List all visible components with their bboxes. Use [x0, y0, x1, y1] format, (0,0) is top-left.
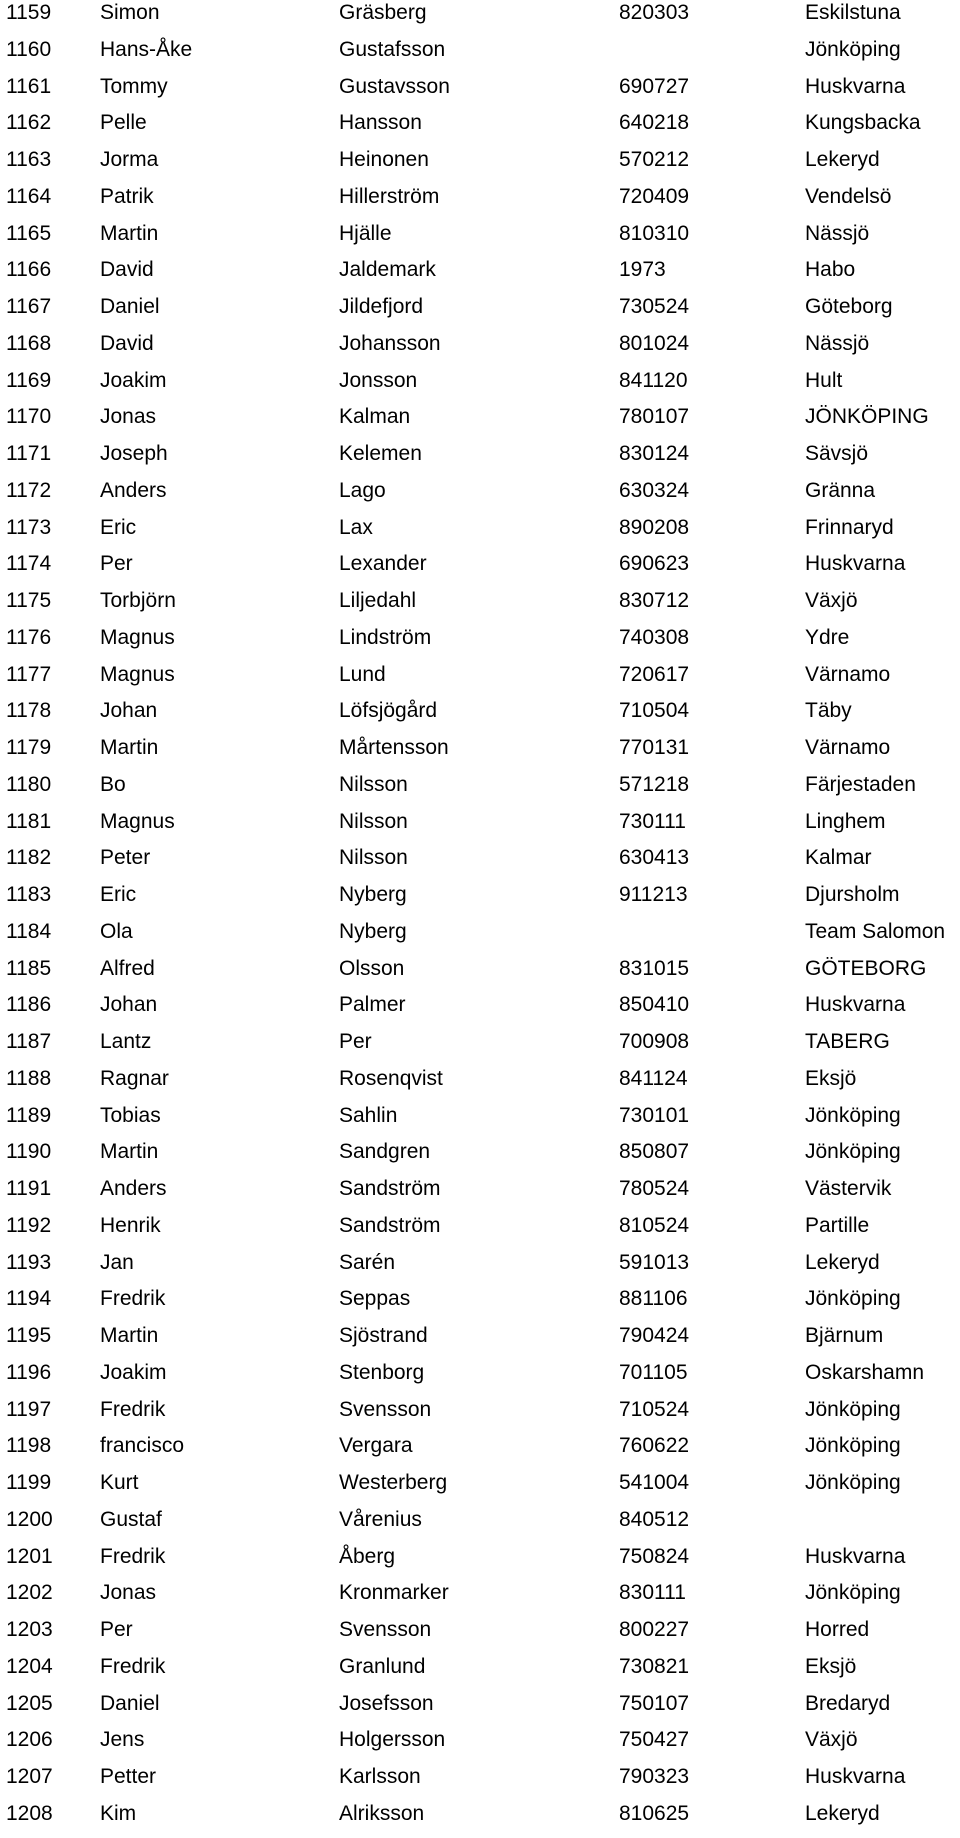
club-city-cell: Ydre — [805, 625, 850, 649]
birth-date-cell: 1973 — [619, 258, 666, 282]
birth-date-cell: 750824 — [619, 1544, 690, 1568]
club-city-cell: Sävsjö — [805, 442, 869, 465]
first-name-cell: Jens — [100, 1728, 145, 1752]
club-city-cell: Färjestaden — [805, 772, 916, 796]
first-name-cell: Petter — [100, 1765, 157, 1788]
last-name-cell: Granlund — [339, 1654, 426, 1678]
club-city-cell: Oskarshamn — [805, 1360, 925, 1384]
table-row — [0, 698, 960, 735]
birth-date-cell: 830712 — [619, 589, 690, 612]
club-city-cell: Nässjö — [805, 221, 870, 245]
club-city-cell: Värnamo — [805, 736, 891, 759]
participant-number-cell: 1177 — [6, 662, 52, 686]
participant-number-cell: 1201 — [6, 1544, 53, 1568]
table-row — [0, 1617, 960, 1654]
club-city-cell: Bjärnum — [805, 1324, 884, 1347]
birth-date-cell: 690727 — [619, 74, 690, 98]
club-city-cell: Lekeryd — [805, 1250, 880, 1274]
first-name-cell: Jan — [100, 1250, 134, 1274]
participant-number-cell: 1196 — [6, 1360, 52, 1384]
birth-date-cell: 570212 — [619, 148, 690, 171]
table-row — [0, 1801, 960, 1838]
first-name-cell: Alfred — [100, 956, 155, 980]
table-row — [0, 1433, 960, 1470]
participant-number-cell: 1204 — [6, 1654, 53, 1678]
participant-number-cell: 1207 — [6, 1765, 53, 1788]
participant-number-cell: 1171 — [6, 442, 52, 465]
participant-number-cell: 1202 — [6, 1581, 53, 1605]
table-row — [0, 1764, 960, 1801]
last-name-cell: Löfsjögård — [339, 699, 438, 723]
table-row — [0, 1286, 960, 1323]
last-name-cell: Gustafsson — [339, 37, 446, 61]
participant-number-cell: 1178 — [6, 699, 52, 723]
table-row — [0, 956, 960, 993]
participant-number-cell: 1184 — [6, 919, 52, 943]
last-name-cell: Lago — [339, 478, 386, 502]
birth-date-cell: 740308 — [619, 625, 690, 649]
table-row — [0, 1213, 960, 1250]
participant-number-cell: 1168 — [6, 331, 52, 355]
participant-number-cell: 1164 — [6, 184, 52, 208]
club-city-cell: Vendelsö — [805, 184, 892, 208]
club-city-cell: Huskvarna — [805, 1544, 906, 1568]
participant-number-cell: 1194 — [6, 1287, 52, 1311]
last-name-cell: Nilsson — [339, 846, 408, 870]
birth-date-cell: 830111 — [619, 1581, 686, 1605]
participant-number-cell: 1170 — [6, 405, 52, 429]
birth-date-cell: 770131 — [619, 736, 690, 759]
last-name-cell: Kronmarker — [339, 1581, 449, 1605]
first-name-cell: Ola — [100, 919, 133, 943]
last-name-cell: Hillerström — [339, 184, 440, 208]
first-name-cell: Johan — [100, 699, 158, 723]
club-city-cell: Habo — [805, 258, 856, 282]
birth-date-cell: 750107 — [619, 1691, 690, 1715]
last-name-cell: Lindström — [339, 625, 432, 649]
table-row — [0, 882, 960, 919]
table-row — [0, 919, 960, 956]
last-name-cell: Nyberg — [339, 919, 407, 943]
first-name-cell: Fredrik — [100, 1287, 166, 1311]
last-name-cell: Holgersson — [339, 1728, 446, 1752]
club-city-cell: JÖNKÖPING — [805, 405, 929, 429]
table-row — [0, 1360, 960, 1397]
table-row — [0, 478, 960, 515]
birth-date-cell: 571218 — [619, 772, 690, 796]
birth-date-cell: 810524 — [619, 1213, 690, 1237]
table-row — [0, 551, 960, 588]
table-row — [0, 1507, 960, 1544]
participant-number-cell: 1200 — [6, 1507, 53, 1531]
first-name-cell: Daniel — [100, 1691, 160, 1715]
birth-date-cell: 640218 — [619, 111, 690, 135]
first-name-cell: Torbjörn — [100, 589, 176, 612]
birth-date-cell: 831015 — [619, 956, 690, 980]
club-city-cell: Jönköping — [805, 1434, 901, 1458]
birth-date-cell: 911213 — [619, 883, 688, 906]
participant-number-cell: 1205 — [6, 1691, 53, 1715]
participant-number-cell: 1162 — [6, 111, 52, 135]
first-name-cell: Fredrik — [100, 1654, 166, 1678]
last-name-cell: Josefsson — [339, 1691, 434, 1715]
last-name-cell: Nyberg — [339, 883, 407, 906]
last-name-cell: Sjöstrand — [339, 1324, 428, 1347]
last-name-cell: Vårenius — [339, 1507, 422, 1531]
last-name-cell: Lexander — [339, 552, 427, 576]
first-name-cell: Martin — [100, 1140, 159, 1164]
club-city-cell: Jönköping — [805, 1103, 901, 1127]
club-city-cell: Västervik — [805, 1177, 892, 1200]
last-name-cell: Jaldemark — [339, 258, 436, 282]
birth-date-cell: 810625 — [619, 1801, 690, 1825]
first-name-cell: David — [100, 258, 154, 282]
club-city-cell: Värnamo — [805, 662, 891, 686]
last-name-cell: Stenborg — [339, 1360, 425, 1384]
first-name-cell: Jonas — [100, 405, 157, 429]
last-name-cell: Sandström — [339, 1213, 441, 1237]
last-name-cell: Heinonen — [339, 148, 429, 171]
first-name-cell: Fredrik — [100, 1544, 166, 1568]
birth-date-cell: 730111 — [619, 809, 686, 833]
first-name-cell: Jorma — [100, 148, 159, 171]
first-name-cell: Eric — [100, 883, 137, 906]
table-row — [0, 735, 960, 772]
last-name-cell: Gustavsson — [339, 74, 450, 98]
participant-number-cell: 1186 — [6, 993, 52, 1017]
table-row — [0, 662, 960, 699]
club-city-cell: Jönköping — [805, 1581, 901, 1605]
birth-date-cell: 840512 — [619, 1507, 690, 1531]
table-row — [0, 992, 960, 1029]
birth-date-cell: 810310 — [619, 221, 690, 245]
birth-date-cell: 730821 — [619, 1654, 690, 1678]
last-name-cell: Liljedahl — [339, 589, 417, 612]
birth-date-cell: 820303 — [619, 1, 690, 24]
table-row — [0, 294, 960, 331]
club-city-cell: Växjö — [805, 1728, 858, 1752]
first-name-cell: David — [100, 331, 154, 355]
first-name-cell: Tobias — [100, 1103, 161, 1127]
first-name-cell: Martin — [100, 221, 159, 245]
club-city-cell: Frinnaryd — [805, 515, 894, 539]
table-row — [0, 368, 960, 405]
first-name-cell: Pelle — [100, 111, 147, 135]
first-name-cell: Ragnar — [100, 1066, 169, 1090]
first-name-cell: Joseph — [100, 442, 168, 465]
birth-date-cell: 730101 — [619, 1103, 690, 1127]
participant-number-cell: 1189 — [6, 1103, 52, 1127]
first-name-cell: Per — [100, 552, 133, 576]
participant-number-cell: 1174 — [6, 552, 52, 576]
table-row — [0, 1029, 960, 1066]
table-row — [0, 809, 960, 846]
last-name-cell: Lax — [339, 515, 373, 539]
first-name-cell: Lantz — [100, 1030, 152, 1053]
table-row — [0, 1103, 960, 1140]
participant-number-cell: 1195 — [6, 1324, 52, 1347]
first-name-cell: Per — [100, 1618, 133, 1641]
last-name-cell: Svensson — [339, 1397, 432, 1421]
birth-date-cell: 730524 — [619, 295, 690, 318]
participant-number-cell: 1191 — [6, 1177, 52, 1200]
table-row — [0, 1250, 960, 1287]
participant-number-cell: 1159 — [6, 1, 52, 24]
table-row — [0, 404, 960, 441]
birth-date-cell: 630324 — [619, 478, 690, 502]
first-name-cell: Patrik — [100, 184, 154, 208]
first-name-cell: Gustaf — [100, 1507, 162, 1531]
first-name-cell: Fredrik — [100, 1397, 166, 1421]
first-name-cell: Jonas — [100, 1581, 157, 1605]
last-name-cell: Mårtensson — [339, 736, 449, 759]
first-name-cell: Eric — [100, 515, 137, 539]
club-city-cell: Huskvarna — [805, 74, 906, 98]
participant-number-cell: 1169 — [6, 368, 52, 392]
participant-number-cell: 1198 — [6, 1434, 52, 1458]
table-row — [0, 37, 960, 74]
last-name-cell: Lund — [339, 662, 386, 686]
birth-date-cell: 710524 — [619, 1397, 690, 1421]
participant-number-cell: 1180 — [6, 772, 52, 796]
club-city-cell: Bredaryd — [805, 1691, 891, 1715]
birth-date-cell: 801024 — [619, 331, 690, 355]
first-name-cell: Magnus — [100, 809, 175, 833]
participant-number-cell: 1203 — [6, 1618, 53, 1641]
birth-date-cell: 750427 — [619, 1728, 690, 1752]
last-name-cell: Sandgren — [339, 1140, 431, 1164]
last-name-cell: Nilsson — [339, 772, 408, 796]
participant-number-cell: 1176 — [6, 625, 52, 649]
birth-date-cell: 720617 — [619, 662, 690, 686]
birth-date-cell: 850410 — [619, 993, 690, 1017]
last-name-cell: Sahlin — [339, 1103, 398, 1127]
last-name-cell: Rosenqvist — [339, 1066, 443, 1090]
club-city-cell: Horred — [805, 1618, 870, 1641]
birth-date-cell: 841124 — [619, 1066, 688, 1090]
table-row — [0, 441, 960, 478]
table-row — [0, 845, 960, 882]
birth-date-cell: 790424 — [619, 1324, 690, 1347]
club-city-cell: Kungsbacka — [805, 111, 921, 135]
club-city-cell: GÖTEBORG — [805, 956, 927, 980]
club-city-cell: Göteborg — [805, 295, 893, 318]
first-name-cell: Tommy — [100, 74, 168, 98]
participant-number-cell: 1172 — [6, 478, 52, 502]
last-name-cell: Svensson — [339, 1618, 432, 1641]
first-name-cell: Peter — [100, 846, 151, 870]
table-row — [0, 221, 960, 258]
birth-date-cell: 800227 — [619, 1618, 690, 1641]
club-city-cell: Huskvarna — [805, 1765, 906, 1788]
first-name-cell: Joakim — [100, 368, 167, 392]
club-city-cell: Jönköping — [805, 1471, 901, 1494]
last-name-cell: Vergara — [339, 1434, 413, 1458]
last-name-cell: Sandström — [339, 1177, 441, 1200]
club-city-cell: Jönköping — [805, 37, 901, 61]
last-name-cell: Jildefjord — [339, 295, 424, 318]
club-city-cell: Lekeryd — [805, 148, 880, 171]
participant-number-cell: 1193 — [6, 1250, 52, 1274]
club-city-cell: Team Salomon — [805, 919, 946, 943]
table-row — [0, 0, 960, 37]
birth-date-cell: 881106 — [619, 1287, 688, 1311]
birth-date-cell: 630413 — [619, 846, 690, 870]
birth-date-cell: 830124 — [619, 442, 690, 465]
participant-number-cell: 1167 — [6, 295, 52, 318]
participant-number-cell: 1161 — [6, 74, 52, 98]
participant-number-cell: 1208 — [6, 1801, 53, 1825]
birth-date-cell: 760622 — [619, 1434, 690, 1458]
participant-number-cell: 1190 — [6, 1140, 52, 1164]
first-name-cell: Henrik — [100, 1213, 161, 1237]
club-city-cell: Gränna — [805, 478, 876, 502]
club-city-cell: Jönköping — [805, 1287, 901, 1311]
last-name-cell: Alriksson — [339, 1801, 425, 1825]
birth-date-cell: 720409 — [619, 184, 690, 208]
participant-number-cell: 1183 — [6, 883, 52, 906]
first-name-cell: Kim — [100, 1801, 137, 1825]
birth-date-cell: 690623 — [619, 552, 690, 576]
club-city-cell: Eksjö — [805, 1066, 857, 1090]
table-row — [0, 1691, 960, 1728]
participant-number-cell: 1165 — [6, 221, 52, 245]
birth-date-cell: 710504 — [619, 699, 690, 723]
table-row — [0, 1139, 960, 1176]
last-name-cell: Karlsson — [339, 1765, 421, 1788]
first-name-cell: Johan — [100, 993, 158, 1017]
participant-number-cell: 1160 — [6, 37, 52, 61]
club-city-cell: TABERG — [805, 1030, 890, 1053]
club-city-cell: Nässjö — [805, 331, 870, 355]
last-name-cell: Nilsson — [339, 809, 408, 833]
last-name-cell: Åberg — [339, 1544, 396, 1568]
birth-date-cell: 850807 — [619, 1140, 690, 1164]
club-city-cell: Djursholm — [805, 883, 900, 906]
table-row — [0, 588, 960, 625]
club-city-cell: Lekeryd — [805, 1801, 880, 1825]
table-row — [0, 772, 960, 809]
last-name-cell: Johansson — [339, 331, 441, 355]
first-name-cell: Hans-Åke — [100, 37, 193, 61]
first-name-cell: Bo — [100, 772, 126, 796]
table-row — [0, 1727, 960, 1764]
last-name-cell: Sarén — [339, 1250, 396, 1274]
club-city-cell: Hult — [805, 368, 843, 392]
last-name-cell: Kalman — [339, 405, 411, 429]
club-city-cell: Täby — [805, 699, 852, 723]
participant-number-cell: 1173 — [6, 515, 52, 539]
participant-number-cell: 1181 — [6, 809, 52, 833]
participant-number-cell: 1197 — [6, 1397, 52, 1421]
birth-date-cell: 780524 — [619, 1177, 690, 1200]
first-name-cell: francisco — [100, 1434, 185, 1458]
first-name-cell: Anders — [100, 1177, 167, 1200]
participant-number-cell: 1166 — [6, 258, 52, 282]
club-city-cell: Linghem — [805, 809, 886, 833]
birth-date-cell: 591013 — [619, 1250, 690, 1274]
club-city-cell: Huskvarna — [805, 993, 906, 1017]
table-row — [0, 147, 960, 184]
participant-number-cell: 1192 — [6, 1213, 52, 1237]
first-name-cell: Kurt — [100, 1471, 139, 1494]
participant-number-cell: 1175 — [6, 589, 52, 612]
club-city-cell: Växjö — [805, 589, 858, 612]
first-name-cell: Martin — [100, 736, 159, 759]
last-name-cell: Olsson — [339, 956, 405, 980]
last-name-cell: Kelemen — [339, 442, 422, 465]
participant-number-cell: 1179 — [6, 736, 52, 759]
last-name-cell: Hansson — [339, 111, 422, 135]
first-name-cell: Magnus — [100, 662, 175, 686]
table-row — [0, 74, 960, 111]
participant-number-cell: 1182 — [6, 846, 52, 870]
club-city-cell: Huskvarna — [805, 552, 906, 576]
table-row — [0, 184, 960, 221]
birth-date-cell: 890208 — [619, 515, 690, 539]
last-name-cell: Per — [339, 1030, 372, 1053]
participant-number-cell: 1188 — [6, 1066, 52, 1090]
table-row — [0, 331, 960, 368]
last-name-cell: Seppas — [339, 1287, 411, 1311]
table-row — [0, 1176, 960, 1213]
birth-date-cell: 841120 — [619, 368, 688, 392]
club-city-cell: Eksjö — [805, 1654, 857, 1678]
participant-number-cell: 1199 — [6, 1471, 52, 1494]
last-name-cell: Westerberg — [339, 1471, 448, 1494]
last-name-cell: Hjälle — [339, 221, 392, 245]
club-city-cell: Kalmar — [805, 846, 872, 870]
table-row — [0, 1066, 960, 1103]
birth-date-cell: 541004 — [619, 1471, 690, 1494]
table-row — [0, 1654, 960, 1691]
last-name-cell: Palmer — [339, 993, 406, 1017]
birth-date-cell: 700908 — [619, 1030, 690, 1053]
club-city-cell: Eskilstuna — [805, 1, 901, 24]
club-city-cell: Jönköping — [805, 1397, 901, 1421]
table-row — [0, 625, 960, 662]
first-name-cell: Simon — [100, 1, 160, 24]
participant-number-cell: 1206 — [6, 1728, 53, 1752]
participant-number-cell: 1187 — [6, 1030, 52, 1053]
club-city-cell: Partille — [805, 1213, 870, 1237]
table-row — [0, 1470, 960, 1507]
table-row — [0, 1580, 960, 1617]
birth-date-cell: 780107 — [619, 405, 690, 429]
table-row — [0, 1323, 960, 1360]
birth-date-cell: 701105 — [619, 1360, 688, 1384]
first-name-cell: Anders — [100, 478, 167, 502]
participant-number-cell: 1185 — [6, 956, 52, 980]
first-name-cell: Martin — [100, 1324, 159, 1347]
first-name-cell: Daniel — [100, 295, 160, 318]
last-name-cell: Jonsson — [339, 368, 418, 392]
first-name-cell: Joakim — [100, 1360, 167, 1384]
first-name-cell: Magnus — [100, 625, 175, 649]
birth-date-cell: 790323 — [619, 1765, 690, 1788]
last-name-cell: Gräsberg — [339, 1, 427, 24]
club-city-cell: Jönköping — [805, 1140, 901, 1164]
participant-number-cell: 1163 — [6, 148, 52, 171]
table-row — [0, 515, 960, 552]
table-row — [0, 110, 960, 147]
table-row — [0, 257, 960, 294]
table-row — [0, 1544, 960, 1581]
table-row — [0, 1397, 960, 1434]
